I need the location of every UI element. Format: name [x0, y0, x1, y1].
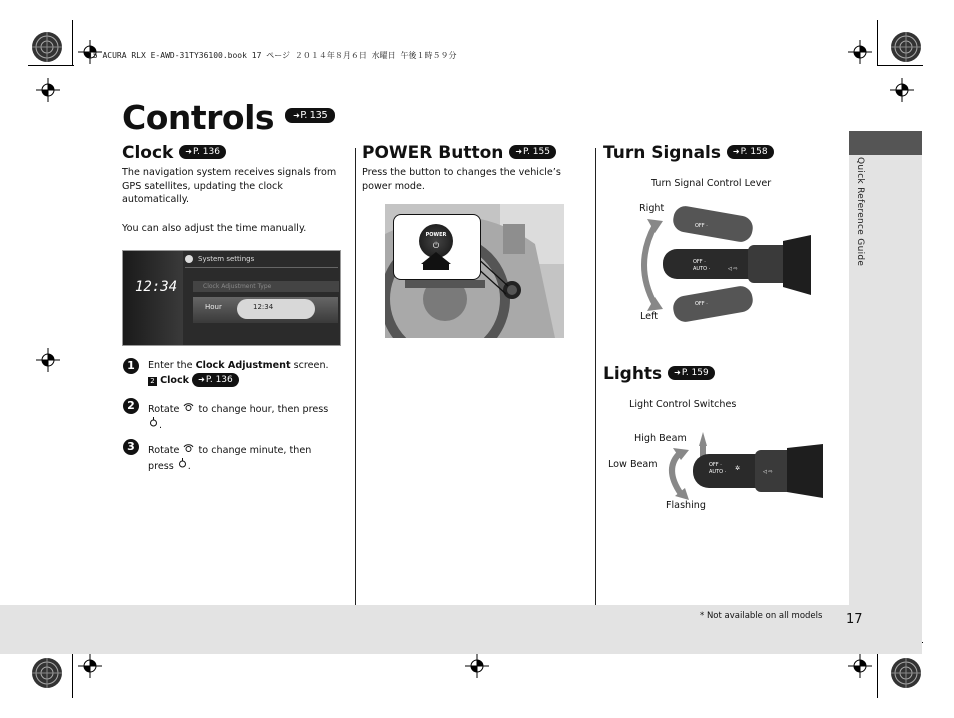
screen-hour-value: 12:34	[253, 303, 274, 311]
ref-arrow-icon: ➜	[198, 375, 205, 384]
ref-arrow-icon: ➜	[293, 111, 300, 120]
clock-screen-image	[122, 250, 341, 346]
clock-heading-text: Clock	[122, 143, 174, 163]
step-1-link-arrow: 2	[148, 377, 157, 386]
flashing-label: Flashing	[666, 500, 706, 511]
power-heading-text: POWER Button	[362, 143, 504, 163]
press-arrow-base	[423, 264, 449, 270]
crop-mark	[28, 65, 74, 66]
step-2-text-c: .	[159, 420, 163, 431]
crosshair-icon	[848, 40, 872, 64]
step-3-text-a: Rotate	[148, 445, 180, 456]
clock-description: The navigation system receives signals from GPS satellites, updating the clock automatically.	[122, 167, 337, 205]
column-divider	[595, 148, 596, 605]
turn-signals-heading-text: Turn Signals	[603, 143, 721, 163]
clock-manual-note: You can also adjust the time manually.	[122, 223, 307, 234]
press-arrow-icon	[421, 252, 451, 264]
registration-disc-icon	[30, 656, 64, 690]
step-2-text	[148, 401, 348, 433]
svg-text:◁ ⇨: ◁ ⇨	[728, 266, 738, 272]
rotate-knob-icon	[182, 442, 195, 458]
ref-arrow-icon: ➜	[732, 147, 740, 156]
screen-row-adjust-type: Clock Adjustment Type	[193, 281, 339, 292]
step-1-pre: Enter the	[148, 360, 196, 371]
power-button-image	[385, 204, 564, 338]
turn-signal-caption: Turn Signal Control Lever	[651, 178, 772, 189]
power-symbol-icon: ⏻	[432, 241, 440, 250]
turn-signal-lever-illustration	[633, 205, 833, 323]
print-header: 15 ACURA RLX E-AWD-31TY36100.book 17 ページ ２０１４年８月６日 水曜日 午後１時５９分	[88, 51, 457, 60]
svg-text:◁ ⇨: ◁ ⇨	[763, 469, 773, 475]
step-1-text	[148, 359, 343, 388]
lights-ref-text: P. 159	[681, 368, 709, 378]
svg-text:AUTO ·: AUTO ·	[693, 266, 711, 272]
step-3-text-c: press	[148, 461, 174, 472]
power-button-label: POWER	[425, 232, 447, 238]
low-beam-label: Low Beam	[608, 459, 658, 470]
press-knob-icon	[148, 417, 159, 433]
footnote: * Not available on all models	[700, 611, 823, 621]
page-ref-link[interactable]	[285, 108, 335, 123]
ref-arrow-icon: ➜	[185, 147, 192, 156]
ref-arrow-icon: ➜	[674, 368, 681, 377]
clock-heading	[122, 143, 226, 163]
step-1-sub-bold: Clock	[160, 375, 190, 386]
step-2-text-b: to change hour, then press	[198, 404, 329, 415]
lights-ref-link[interactable]	[668, 366, 715, 380]
step-1-ref-text: P. 136	[205, 375, 233, 385]
step-3-badge: 3	[123, 439, 139, 455]
step-2-badge: 2	[123, 398, 139, 414]
svg-text:OFF ·: OFF ·	[693, 259, 706, 265]
power-description: Press the button to changes the vehicle’s power mode.	[362, 167, 561, 192]
side-tab-marker	[849, 131, 922, 155]
crosshair-icon	[848, 654, 872, 678]
registration-disc-icon	[889, 656, 923, 690]
turn-signals-ref-text: P. 158	[740, 147, 768, 157]
turn-signals-heading	[603, 143, 774, 163]
page-ref-text: P. 135	[300, 110, 328, 121]
svg-text:OFF ·: OFF ·	[695, 301, 708, 307]
lights-caption: Light Control Switches	[629, 399, 737, 410]
ref-arrow-icon: ➜	[515, 147, 523, 156]
step-1-badge: 1	[123, 358, 139, 374]
page-title-text: Controls	[122, 98, 275, 137]
screen-clock-time: 12:34	[135, 279, 178, 295]
crosshair-icon	[890, 78, 914, 102]
side-tab-label: Quick Reference Guide	[855, 157, 865, 267]
crop-mark	[877, 20, 878, 66]
power-heading	[362, 143, 556, 163]
power-ref-link[interactable]	[509, 145, 556, 159]
screen-left-panel	[123, 251, 183, 345]
high-beam-label: High Beam	[634, 433, 687, 444]
registration-disc-icon	[889, 30, 923, 64]
crosshair-icon	[78, 654, 102, 678]
screen-menu-title: System settings	[198, 255, 255, 263]
power-ref-text: P. 155	[523, 147, 550, 157]
svg-text:AUTO ·: AUTO ·	[709, 469, 727, 475]
turn-right-label: Right	[639, 203, 665, 214]
lights-heading-text: Lights	[603, 364, 663, 384]
screen-hour-selector	[237, 299, 315, 319]
page-title	[122, 98, 335, 137]
screen-divider	[185, 267, 338, 268]
step-3-text-b: to change minute, then	[198, 445, 312, 456]
turn-left-label: Left	[640, 311, 659, 322]
screen-hour-label: Hour	[205, 303, 222, 311]
svg-text:✲: ✲	[735, 465, 741, 472]
svg-text:OFF ·: OFF ·	[695, 223, 708, 229]
step-1-ref-link[interactable]	[192, 373, 239, 387]
turn-signals-ref-link[interactable]	[727, 145, 774, 159]
svg-text:OFF ·: OFF ·	[709, 462, 722, 468]
page-number: 17	[846, 612, 863, 627]
light-switch-illustration	[655, 428, 825, 500]
press-knob-icon	[177, 458, 188, 474]
step-2-text-a: Rotate	[148, 404, 180, 415]
step-3-text-d: .	[187, 461, 191, 472]
column-divider	[355, 148, 356, 605]
rotate-knob-icon	[182, 401, 195, 417]
clock-ref-link[interactable]	[179, 145, 226, 159]
crosshair-icon	[36, 348, 60, 372]
settings-dot-icon	[185, 255, 193, 263]
crosshair-icon	[465, 654, 489, 678]
crosshair-icon	[36, 78, 60, 102]
crop-mark	[72, 20, 73, 66]
step-1-bold: Clock Adjustment	[195, 360, 291, 371]
step-1-post: screen.	[290, 360, 329, 371]
step-3-text	[148, 442, 348, 474]
clock-ref-text: P. 136	[193, 147, 220, 157]
lights-heading	[603, 364, 715, 384]
crop-mark	[877, 65, 923, 66]
registration-disc-icon	[30, 30, 64, 64]
